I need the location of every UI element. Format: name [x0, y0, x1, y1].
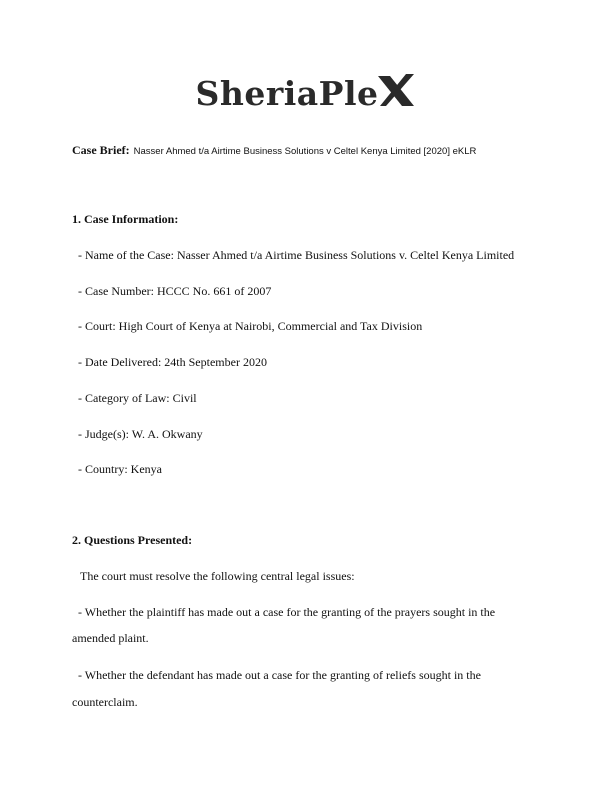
issue-1-line-1: - Whether the plaintiff has made out a case for the granting of the prayers sought in the	[78, 605, 496, 619]
case-info-court: - Court: High Court of Kenya at Nairobi, Commercial and Tax Division	[78, 319, 423, 333]
case-info-date: - Date Delivered: 24th September 2020	[78, 355, 267, 369]
case-info-judges: - Judge(s): W. A. Okwany	[78, 427, 203, 441]
case-brief-title: Nasser Ahmed t/a Airtime Business Solutions v Celtel Kenya Limited [2020] eKLR	[133, 146, 477, 157]
case-info-name: - Name of the Case: Nasser Ahmed t/a Airtime Business Solutions v. Celtel Kenya Limited	[78, 248, 515, 262]
section-heading-questions-presented: 2. Questions Presented:	[72, 533, 193, 547]
logo-x-icon	[376, 74, 416, 108]
issue-2-line-2: counterclaim.	[72, 695, 138, 709]
questions-intro: The court must resolve the following central legal issues:	[80, 569, 355, 583]
case-info-number: - Case Number: HCCC No. 661 of 2007	[78, 284, 272, 298]
case-brief-label: Case Brief:	[72, 143, 130, 157]
issue-1-line-2: amended plaint.	[72, 631, 149, 645]
section-heading-case-information: 1. Case Information:	[72, 212, 179, 226]
issue-2-line-1: - Whether the defendant has made out a case for the granting of reliefs sought in the	[78, 668, 481, 682]
logo-wordmark: SheriaPle	[195, 74, 379, 113]
sheriaplex-logo	[0, 74, 612, 124]
case-info-category: - Category of Law: Civil	[78, 391, 197, 405]
case-info-country: - Country: Kenya	[78, 462, 162, 476]
case-brief-line	[72, 141, 476, 159]
